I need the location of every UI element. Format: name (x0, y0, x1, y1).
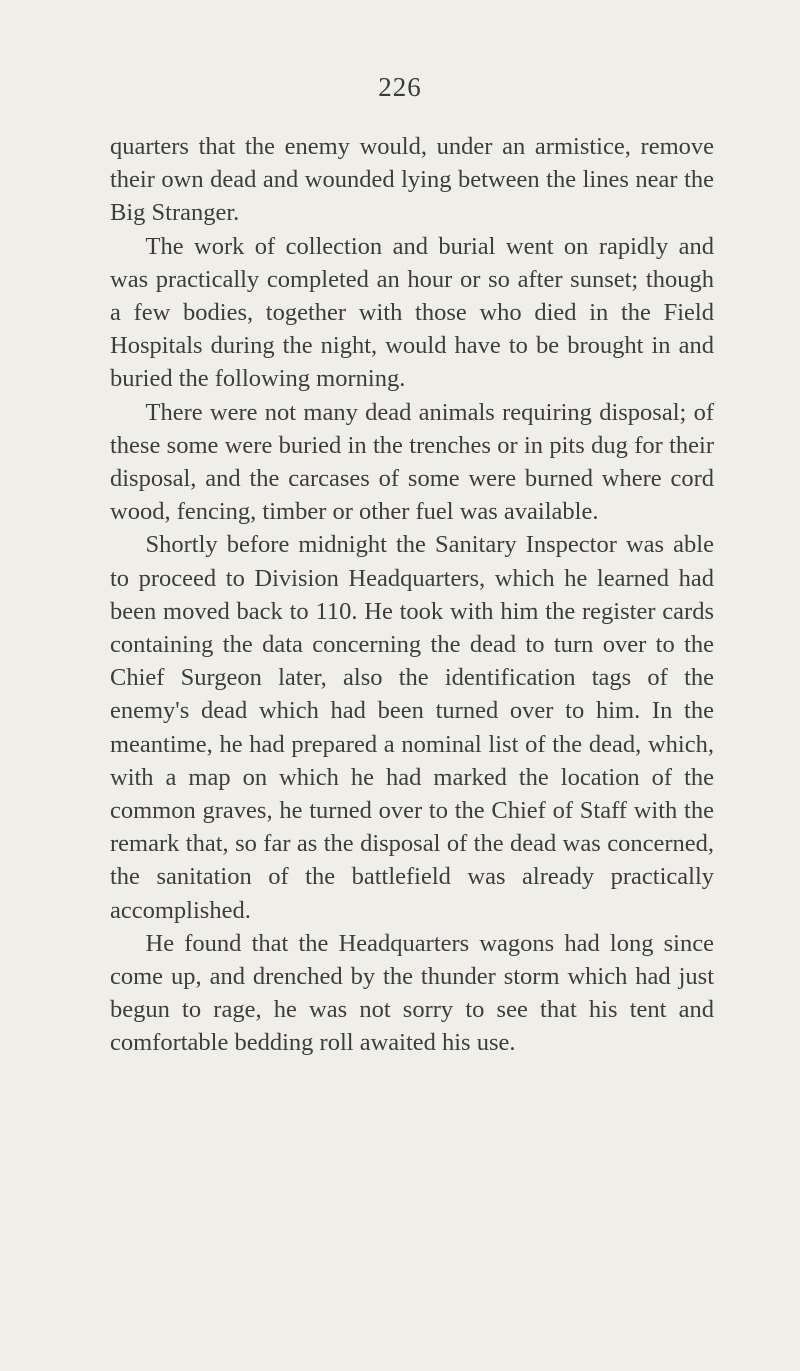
paragraph-division-headquarters: Shortly before midnight the Sanitary Inspector was able to proceed to Division Headquarters, which he learned had been moved back to 110. He took with him the register cards containing the data concerning the dead to turn over to the Chief Surgeon later, also the identification tags of the enemy's dead which had been turned over to him. In the meantime, he had prepared a nominal list of the dead, which, with a map on which he had marked the location of the common graves, he turned over to the Chief of Staff with the remark that, so far as the disposal of the dead was concerned, the sanitation of the battlefield was already practically accomplished. (110, 531, 714, 924)
paragraph-collection-burial: The work of collection and burial went on rapidly and was practically completed an hour or so after sunset; though a few bodies, together with those who died in the Field Hospitals during the night, would have to be brought in and buried the following morning. (110, 232, 714, 393)
body-text (110, 130, 714, 1060)
paragraph-continuation: quarters that the enemy would, under an armistice, remove their own dead and wounded lying between the lines near the Big Stranger. (110, 133, 714, 227)
paragraph-dead-animals: There were not many dead animals requiring disposal; of these some were buried in the trenches or in pits dug for their disposal, and the carcases of some were burned where cord wood, fencing, timber or other fuel was available. (110, 398, 714, 526)
paragraph-headquarters-wagons: He found that the Headquarters wagons had long since come up, and drenched by the thunder storm which had just begun to rage, he was not sorry to see that his tent and comfortable bedding roll awaited his use. (110, 929, 714, 1057)
page-number: 226 (378, 72, 422, 102)
